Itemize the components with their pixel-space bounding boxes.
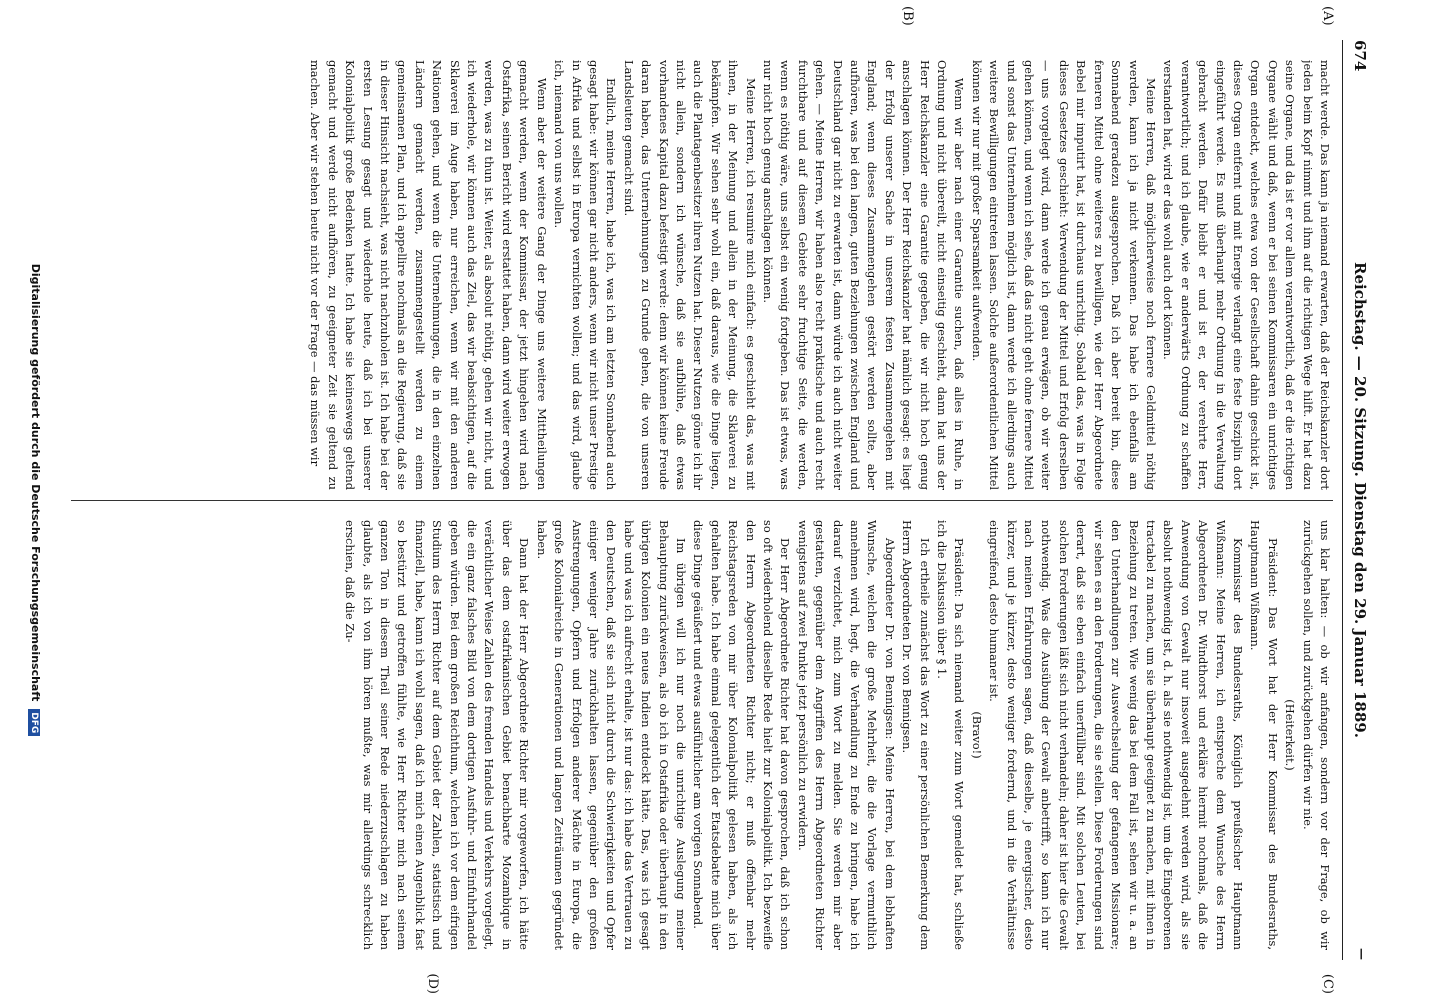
paragraph: Meine Herren, daß möglicherweise noch fernere Geldmittel nöthig werden, kann ich ja nicht verkennen. Das habe ich ebenfalls am Sonnabend geradezu ausgesprochen. Daß ich aber bereit bin, diese ferneren Mittel ohne weiteres zu bewilligen, wie der Herr Abgeordnete Bebel mir imputirt hat, ist durchaus unrichtig. Sobald das, was in Folge dieses Gesetzes geschieht: Verwendung der Mittel und Erfolg derselben — uns vorgelegt wird, dann werde ich genau erwägen, ob wir weiter gehen können, und wenn ich sehe, daß das nicht geht ohne fernere Mittel und sonst das Unternehmen möglich ist, dann werde ich allerdings auch weitere Bewilligungen eintreten lassen. Solche außerordentlichen Mittel können wir nur mit großer Sparsamkeit aufwenden. (969, 60, 1158, 490)
dfg-logo-icon: DFG (28, 709, 40, 736)
paragraph: Wenn aber der weitere Gang der Dinge uns weitere Mittheilungen gemacht werden, wenn der Kommissar, der jetzt hingehen wird nach Ostafrika, seinen Bericht wird erstattet haben, dann wird weiter erwogen werden, was zu thun ist. Weiter, als absolut nöthig, gehen wir nicht, und ich wiederhole, wir können auch das Ziel, das wir beabsichtigen, auf die Sklaverei im Auge haben, nur erreichen, wenn wir mit den anderen Nationen gehen, und wenn die Unternehmungen, die in den einzelnen Ländern gemacht werden, zusammengestellt werden zu einem gemeinsamen Plan, und ich appellire nochmals an die Regierung, daß sie in dieser Hinsicht nachsieht, was nicht nachzuholen ist. Ich habe bei der ersten Lesung gesagt und wiederhole heute, daß ich bei unserer Kolonialpolitik große Bedenken hatte. Ich habe sie keineswegs geltend gemacht und werde nicht aufhören, zu geeigneter Zeit sie geltend zu machen. Aber wir stehen heute nicht vor der Frage — das müssen wir (308, 60, 549, 490)
stage-direction: (Heiterkeit.) (1283, 699, 1298, 771)
header-rule (1342, 40, 1343, 960)
paragraph: Ich ertheile zunächst das Wort zu einer persönlichen Bemerkung dem Herrn Abgeordneten Dr. von Bennigsen. (900, 520, 932, 950)
column-divider (71, 500, 1333, 501)
header-mark: — (1355, 948, 1369, 960)
rotated-page (20, 0, 1385, 1000)
paragraph: Präsident: Da sich niemand weiter zum Wort gemeldet hat, schließe ich die Diskussion über § 1. (935, 520, 967, 950)
paragraph: uns klar halten: — ob wir anfangen, sondern vor der Frage, ob wir zurückgehen sollen, und zurückgehen dürfen wir nie. (1300, 520, 1332, 950)
credit-text: Digitalisierung gefördert durch die Deutsche Forschungsgemeinschaft (29, 263, 42, 702)
page-title: Reichstag. — 20. Sitzung. Dienstag den 29. Januar 1889. (1351, 262, 1369, 738)
page-header (1341, 40, 1375, 960)
paragraph: macht werde. Das kann ja niemand erwarten, daß der Reichskanzler dort jeden beim Kopf nimmt und ihm auf die richtigen Wege hilft. Er hat dazu seine Organe, und da ist er vor allem verantwortlich, daß er die richtigen Organe wählt und daß, wenn er bei seinen Kommissaren ein unrichtiges Organ entdeckt, welches etwa von der Gesellschaft dahin geschickt ist, dieses Organ entfernt und mit Energie verlangt eine feste Disziplin dort eingeführt werde. Es muß überhaupt mehr Ordnung in die Verwaltung gebracht werden. Dafür bleibt er und ist er, der verehrte Herr, verantwortlich; und ich glaube, wie er anderwärts Ordnung zu schaffen verstanden hat, wird er das wohl auch dort können. (1161, 60, 1332, 490)
paragraph: Wenn wir aber nach einer Garantie suchen, daß alles in Ruhe, in Ordnung und nicht übereilt, nicht einseitig geschieht, dann hat uns der Herr Reichskanzler eine Garantie gegeben, die wir nicht hoch genug anschlagen können. Der Herr Reichskanzler hat nämlich gesagt: es liegt der Erfolg unserer Sache in unserem festen Zusammengehen mit England; wenn dieses Zusammengehen gestört werden sollte, aber aufhören, was bei den langen, guten Beziehungen zwischen England und Deutschland gar nicht zu erwarten ist, dann würde ich auch nicht weiter gehen. — Meine Herren, wir haben also recht praktische und auch recht furchtbare und auf diesem Gebiete sehr fruchtige Seite, die werden, wenn es nöthig wäre, uns selbst ein wenig fortgeben. Das ist etwas, was nur nicht hoch genug anschlagen können. (761, 60, 967, 490)
paragraph: Präsident: Das Wort hat der Herr Kommissar des Bundesraths, Hauptmann Wißmann. (1248, 520, 1280, 950)
left-column (71, 60, 1333, 490)
paragraph: Der Herr Abgeordnete Richter hat davon gesprochen, daß ich schon so oft wiederholend dieselbe Rede hielt zur Kolonialpolitik. Ich bezweifle den Herrn Abgeordneten Richter nicht; er muß offenbar mehr Reichstagsreden von mir über Kolonialpolitik gelesen haben, als ich gehalten habe. Ich habe einmal gelegentlich der Etatsdebatte mich über diese Dinge geäußert und etwas ausführlicher am vorigen Sonnabend. (691, 520, 793, 950)
paragraph: Dann hat der Herr Abgeordnete Richter mir vorgeworfen, ich hätte über das dem ostafrikanischen Gebiet benachbarte Mozambique in verächtlicher Weise Zahlen des fremden Handels und Verkehrs vorgelegt, die ein ganz falsches Bild von dem dortigen Ausfuhr- und Einfuhrhandel geben würden. Bei dem großen Reichthum, welchen ich vor dem eifrigen Studium des Herrn Richter auf dem Gebiet der Zahlen, statistisch und finanziell, habe, kann ich wohl sagen, daß ich mich einen Augenblick fast so bestürzt und getroffen fühlte, wie Herr Richter mich nach seinem ganzen Ton in diesem Theil seiner Rede niederzuschlagen zu haben glaubte, als ich von ihm hören mußte, was mir allerdings schrecklich erschien, daß die Zu- (343, 520, 532, 950)
paragraph: Meine Herren, ich resumire mich einfach: es geschieht das, was mit ihnen, in der Meinung und allein in der Meinung, die Sklaverei zu bekämpfen. Wir sehen sehr wohl ein, daß daraus, wie die Dinge liegen, auch die Plantagenbesitzer ihren Nutzen hat. Dieser Nutzen gönne ich ihr nicht allein, sondern ich wünsche, daß sie aufblühe, daß etwas vorhandenes Kapital dazu befestigt werde: denn wir können keine Freude daran haben, das Unternehmungen zu Grunde gehen, die von unseren Landsleuten gemacht sind. (621, 60, 758, 490)
margin-mark-d: (D) (425, 973, 440, 994)
digitization-credit (28, 0, 42, 1000)
margin-mark-c: (C) (1320, 973, 1335, 994)
page-number: 674 (1351, 40, 1369, 72)
paragraph: Endlich, meine Herren, habe ich, was ich am letzten Sonnabend auch gesagt habe: wir können gar nicht anders, wenn wir nicht unser Prestige in Afrika und selbst in Europa vernichten wollen; und das wird, glaube ich, niemand von uns wollen. (552, 60, 619, 490)
margin-mark-a: (A) (1320, 6, 1335, 26)
paragraph: Kommissar des Bundesraths, Königlich preußischer Hauptmann Wißmann: Meine Herren, ich entspreche dem Wunsche des Herrn Abgeordneten Dr. Windthorst und erkläre hiermit nochmals, daß die Anwendung von Gewalt nur insoweit ausgedehnt werden wird, als sie absolut nothwendig ist, d. h. als sie nothwendig ist, um die Eingeborenen tractabel zu machen, um sie überhaupt geeignet zu machen, mit ihnen in Beziehung zu treten. Wie wenig das bei dem Fall ist, sehen wir u. a. an den Unterhandlungen zur Auswechselung der gefangenen Missionare; wir sehen es an den Forderungen, die sie stellen. Diese Forderungen sind derart, daß sie eben einfach unerfüllbar sind. Mit solchen Leuten, bei solchen Forderungen läßt sich nicht verhandeln; daher ist hier die Gewalt nothwendig. Was die Ausübung der Gewalt anbetrifft, so kann ich nur nach meinen Erfahrungen sagen, daß dieselbe, je energischer, desto kürzer, und je kürzer, desto weniger fordernd, und in die Verhältnisse eingreifend, desto humaner ist. (987, 520, 1245, 950)
paragraph: Abgeordneter Dr. von Bennigsen: Meine Herren, bei dem lebhaften Wunsche, welchen die große Mehrheit, die die Vorlage vermuthlich annehmen wird, hegt, die Verhandlung zu Ende zu bringen, habe ich darauf verzichtet, mich zum Wort zu melden. Sie werden mir aber gestatten, gegenüber dem Angriffen des Herrn Abgeordneten Richter wenigstens auf zwei Punkte jetzt persönlich zu erwidern. (795, 520, 897, 950)
paragraph: Im übrigen will ich nur noch die unrichtige Auslegung meiner Behauptung zurückweisen, als ob ich in Ostafrika oder überhaupt in den übrigen Kolonien ein neues Indien entdeckt hätte. Das, was ich gesagt habe und was ich aufrecht erhalte, ist nur das: ich habe das Vertrauen zu den Deutschen, daß sie sich nicht durch die Schwierigkeiten und Opfer einiger weniger Jahre zurückhalten lassen, gegenüber den großen Anstrengungen, Opfern und Erfolgen anderer Mächte in Europa, die große Kolonialreiche in Generationen und langen Zeiträumen gegründet haben. (534, 520, 688, 950)
right-column (71, 520, 1333, 950)
stage-direction: (Bravo!) (969, 711, 984, 759)
margin-mark-b: (B) (900, 6, 915, 26)
